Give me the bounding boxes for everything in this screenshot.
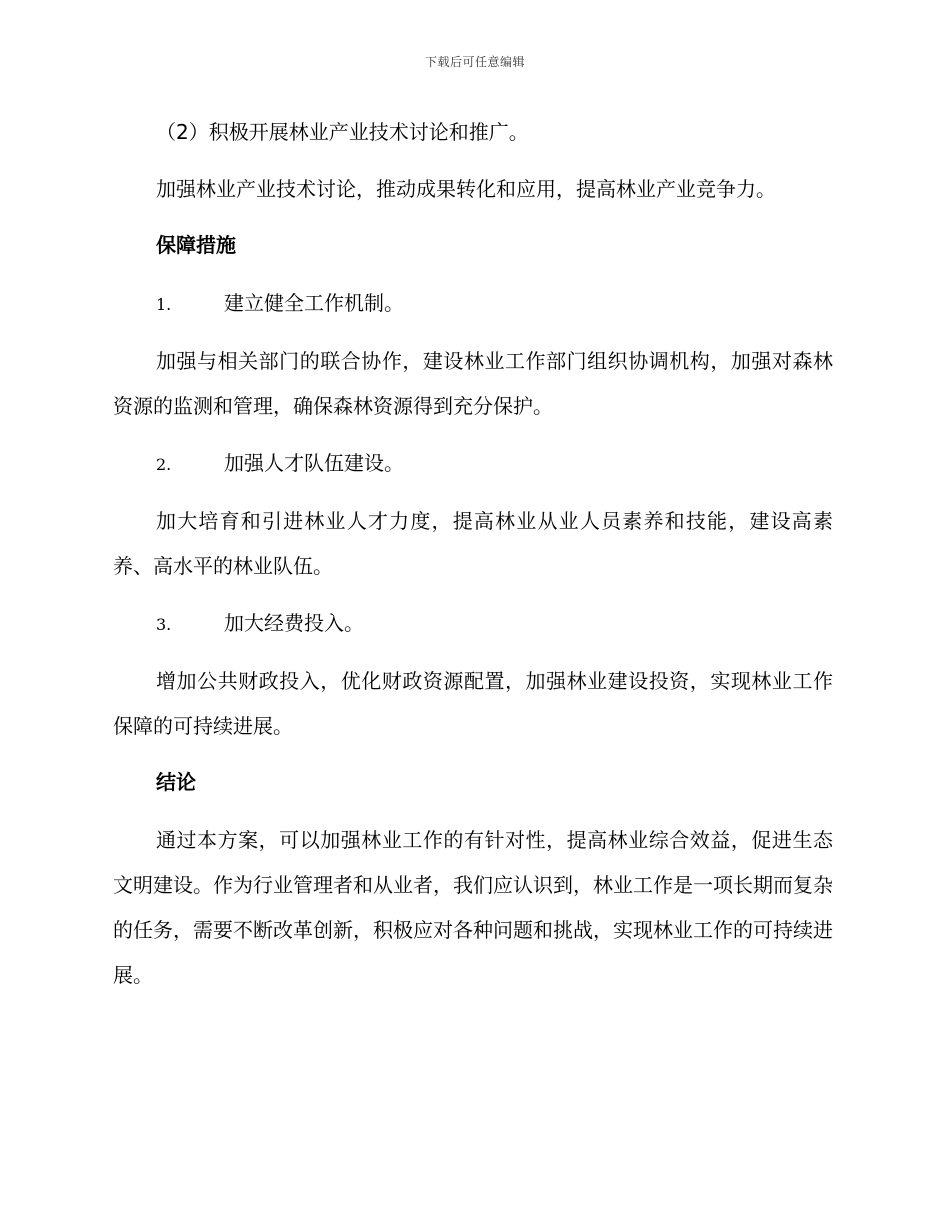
paragraph-conclusion: 通过本方案，可以加强林业工作的有针对性，提高林业综合效益，促进生态文明建设。作为行业管理者和从业者，我们应认识到，林业工作是一项长期而复杂的任务，需要不断改革创新，积极应对各种问题和挑战，实现林业工作的可持续进展。 <box>113 828 833 987</box>
list-number: 1. <box>156 295 172 314</box>
list-title: 加强人才队伍建设。 <box>224 451 404 475</box>
paragraph-1: 加强与相关部门的联合协作，建设林业工作部门组织协调机构，加强对森林资源的监测和管理，确保森林资源得到充分保护。 <box>113 349 833 418</box>
list-item-3 <box>113 601 833 647</box>
list-title: 建立健全工作机制。 <box>224 291 404 315</box>
section-heading-conclusion: 结论 <box>156 772 196 794</box>
list-number: 2. <box>156 455 172 474</box>
paragraph-2: 加大培育和引进林业人才力度，提高林业从业人员素养和技能，建设高素养、高水平的林业队伍。 <box>113 509 833 578</box>
list-number: 3. <box>156 615 172 634</box>
sub-item-2: （2）积极开展林业产业技术讨论和推广。 <box>156 120 529 144</box>
section-heading-measures: 保障措施 <box>156 235 236 257</box>
document-body <box>113 110 833 1010</box>
list-item-2 <box>113 441 833 487</box>
list-item-1 <box>113 281 833 327</box>
page-header: 下载后可任意编辑 <box>424 55 525 69</box>
paragraph-intro: 加强林业产业技术讨论，推动成果转化和应用，提高林业产业竞争力。 <box>156 177 776 201</box>
list-title: 加大经费投入。 <box>224 611 364 635</box>
paragraph-3: 增加公共财政投入，优化财政资源配置，加强林业建设投资，实现林业工作保障的可持续进展。 <box>113 669 833 738</box>
